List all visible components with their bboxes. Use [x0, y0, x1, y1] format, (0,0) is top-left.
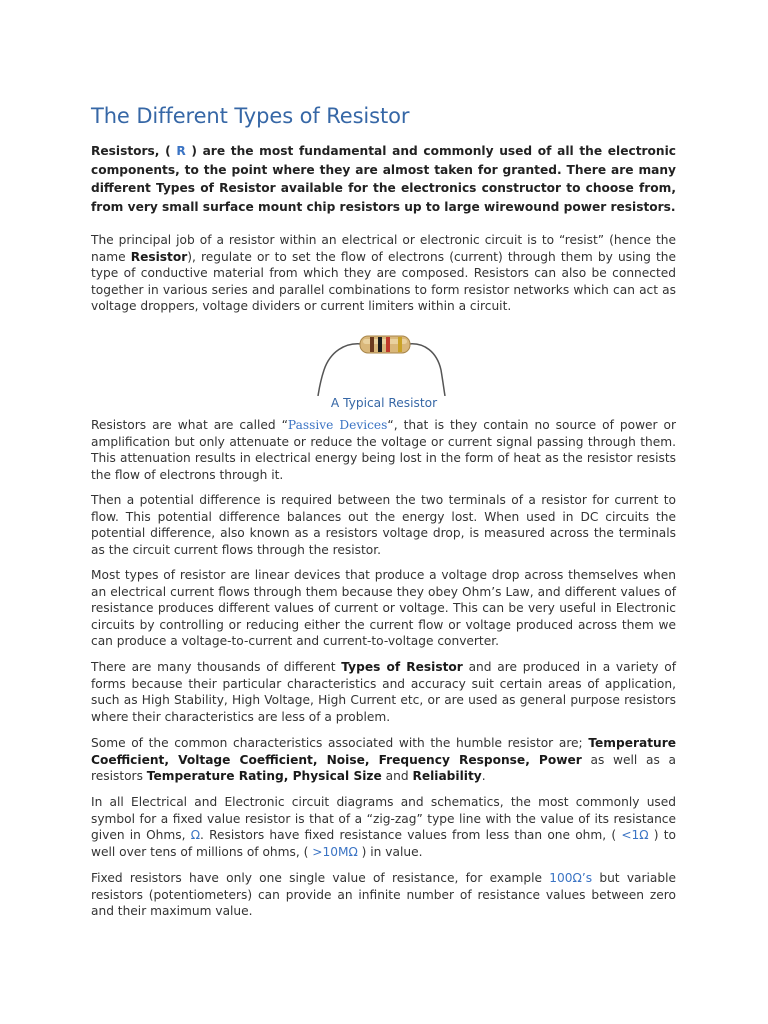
paragraph-passive-devices: Resistors are what are called “Passive Devices“, that is they contain no source of power or amplification but only attenuate or reduce the voltage or current signal passing through them. This attenuation results in electrical energy being lost in the form of heat as the resistor resists the flow of electrons through it.	[91, 418, 677, 482]
paragraph-symbol: In all Electrical and Electronic circuit diagrams and schematics, the most commonly used symbol for a fixed value resistor is that of a “zig-zag” type line with the value of its resistance given in Ohms, Ω. Resistors have fixed resistance values from less than one ohm, ( <1Ω ) to well over tens of millions of ohms, ( >10MΩ ) in value.	[91, 795, 676, 859]
page-title: The Different Types of Resistor	[91, 104, 410, 128]
paragraph-principal-job: The principal job of a resistor within an electrical or electronic circuit is to “resist” (hence the name Resistor), regulate or to set the flow of electrons (current) through them by using the type of conductive material from which they are composed. Resistors can also be connected together in various series and parallel combinations to form resistor networks which can act as voltage droppers, voltage dividers or current limiters within a circuit.	[91, 233, 676, 314]
resistor-right-lead	[408, 344, 445, 396]
resistor-image	[300, 330, 468, 396]
paragraph-characteristics: Some of the common characteristics associated with the humble resistor are; Temperature Coefficient, Voltage Coefficient, Noise, Frequency Response, Power as well as a resistors Temperature Rating, Physical Size and Reliability.	[91, 736, 676, 784]
resistor-band-1	[370, 337, 374, 352]
resistor-band-tolerance	[398, 337, 402, 352]
hundred-ohm-value: 100Ω’s	[549, 871, 593, 885]
resistor-band-2	[378, 337, 382, 352]
resistor-left-lead	[318, 344, 362, 396]
paragraph-potential-difference: Then a potential difference is required between the two terminals of a resistor for current to flow. This potential difference balances out the energy lost. When used in DC circuits the potential difference, also known as a resistors voltage drop, is measured across the terminals as the circuit current flows through the resistor.	[91, 493, 676, 557]
resistor-figure	[300, 330, 468, 396]
intro-paragraph: Resistors, ( R ) are the most fundamental and commonly used of all the electronic components, to the point where they are almost taken for granted. There are many different Types of Resistor available for the electronics constructor to choose from, from very small surface mount chip resistors up to large wirewound power resistors.	[91, 144, 676, 214]
figure-caption: A Typical Resistor	[330, 396, 438, 410]
paragraph-linear-devices: Most types of resistor are linear devices that produce a voltage drop across themselves when an electrical current flows through them because they obey Ohm’s Law, and different values of resistance produces different values of current or voltage. This can be very useful in Electronic circuits by controlling or reducing either the current flow or voltage produced across them we can produce a voltage-to-current and current-to-voltage converter.	[91, 568, 676, 649]
greater-than-ten-megaohm: >10MΩ	[312, 844, 358, 859]
r-symbol: R	[176, 144, 186, 158]
ohm-symbol: Ω	[190, 828, 201, 843]
less-than-one-ohm: <1Ω	[621, 828, 649, 843]
paragraph-types-of-resistor: There are many thousands of different Types of Resistor and are produced in a variety of forms because their particular characteristics and accuracy suit certain areas of application, such as High Stability, High Voltage, High Current etc, or are used as general purpose resistors where their characteristics are less of a problem.	[91, 660, 677, 724]
paragraph-fixed-resistors: Fixed resistors have only one single value of resistance, for example 100Ω’s but variable resistors (potentiometers) can provide an infinite number of resistance values between zero and their maximum value.	[91, 871, 676, 919]
passive-devices-link[interactable]: Passive Devices	[287, 418, 388, 432]
resistor-body	[360, 336, 410, 353]
resistor-band-3	[386, 337, 390, 352]
